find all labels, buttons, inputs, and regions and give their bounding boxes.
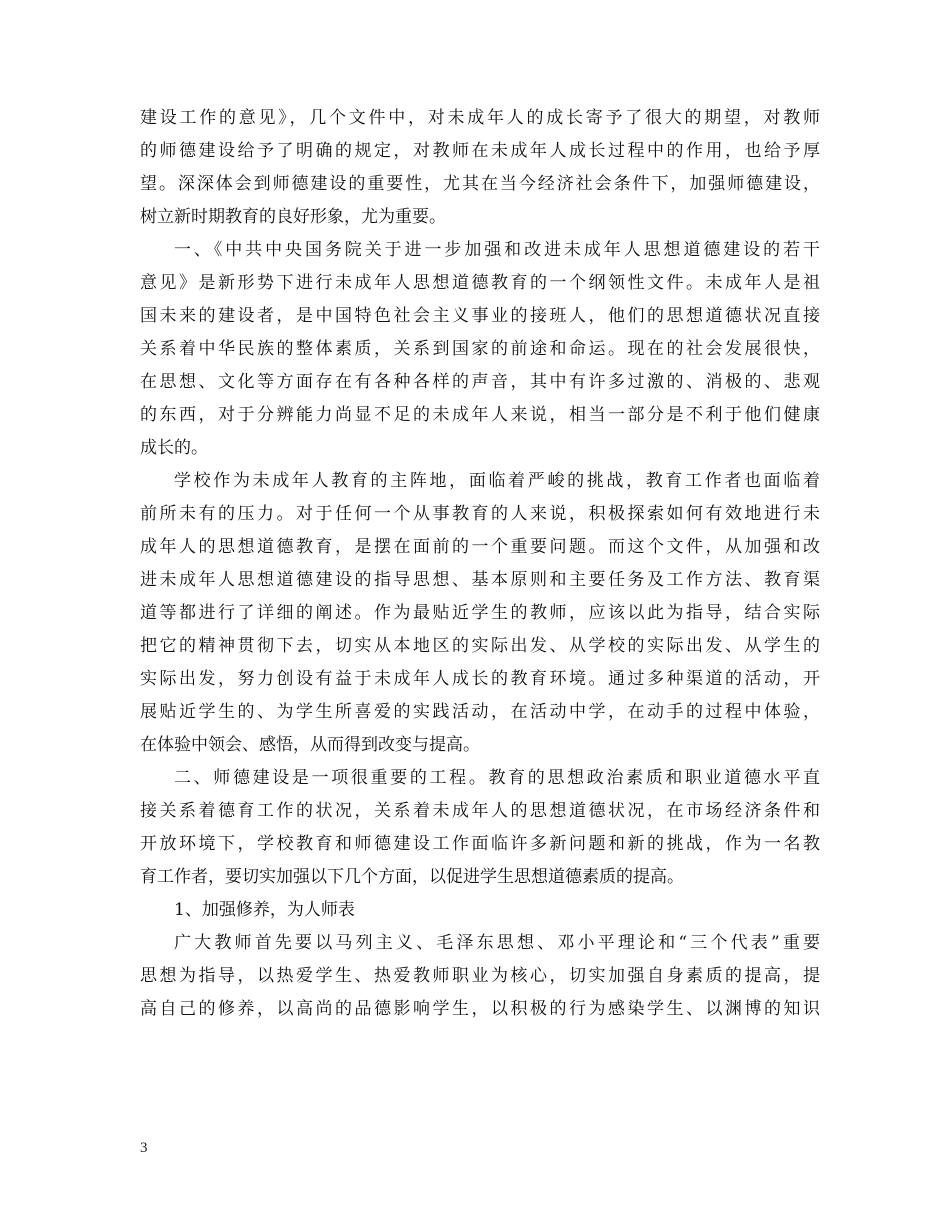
text-line: 二、师德建设是一项很重要的工程。教育的思想政治素质和职业道德水平直 (174, 768, 820, 788)
text-line: 树立新时期教育的良好形象，尤为重要。 (140, 207, 446, 227)
text-line: 的东西，对于分辨能力尚显不足的未成年人来说，相当一部分是不利于他们健康 (140, 405, 820, 425)
body-text (140, 102, 820, 1026)
text-line: 成年人的思想道德教育，是摆在面前的一个重要问题。而这个文件，从加强和改 (140, 537, 820, 557)
text-line: 在体验中领会、感悟，从而得到改变与提高。 (140, 735, 480, 755)
text-line: 望。深深体会到师德建设的重要性，尤其在当今经济社会条件下，加强师德建设， (140, 174, 820, 194)
text-line: 1、加强修养，为人师表 (174, 900, 355, 920)
text-line: 意见》是新形势下进行未成年人思想道德教育的一个纲领性文件。未成年人是祖 (140, 273, 820, 293)
text-line: 国未来的建设者，是中国特色社会主义事业的接班人，他们的思想道德状况直接 (140, 306, 820, 326)
page-number: 3 (140, 1140, 148, 1156)
text-line: 成长的。 (140, 438, 208, 458)
text-line: 在思想、文化等方面存在有各种各样的声音，其中有许多过激的、消极的、悲观 (140, 372, 820, 392)
text-line: 一、《中共中央国务院关于进一步加强和改进未成年人思想道德建设的若干 (174, 240, 820, 260)
text-line: 的师德建设给予了明确的规定，对教师在未成年人成长过程中的作用，也给予厚 (140, 141, 820, 161)
text-line: 育工作者，要切实加强以下几个方面，以促进学生思想道德素质的提高。 (140, 867, 684, 887)
text-line: 实际出发，努力创设有益于未成年人成长的教育环境。通过多种渠道的活动，开 (140, 669, 820, 689)
text-line: 广大教师首先要以马列主义、毛泽东思想、邓小平理论和“三个代表”重要 (174, 933, 820, 953)
text-line: 道等都进行了详细的阐述。作为最贴近学生的教师，应该以此为指导，结合实际 (140, 603, 820, 623)
text-line: 关系着中华民族的整体素质，关系到国家的前途和命运。现在的社会发展很快， (140, 339, 820, 359)
text-line: 展贴近学生的、为学生所喜爱的实践活动，在活动中学，在动手的过程中体验， (140, 702, 820, 722)
text-line: 进未成年人思想道德建设的指导思想、基本原则和主要任务及工作方法、教育渠 (140, 570, 820, 590)
text-line: 学校作为未成年人教育的主阵地，面临着严峻的挑战，教育工作者也面临着 (174, 471, 820, 491)
text-line: 高自己的修养，以高尚的品德影响学生，以积极的行为感染学生、以渊博的知识 (140, 999, 820, 1019)
text-line: 思想为指导，以热爱学生、热爱教师职业为核心，切实加强自身素质的提高，提 (140, 966, 820, 986)
text-line: 建设工作的意见》，几个文件中，对未成年人的成长寄予了很大的期望，对教师 (140, 108, 820, 128)
text-line: 把它的精神贯彻下去，切实从本地区的实际出发、从学校的实际出发、从学生的 (140, 636, 820, 656)
text-line: 开放环境下，学校教育和师德建设工作面临许多新问题和新的挑战，作为一名教 (140, 834, 820, 854)
text-line: 前所未有的压力。对于任何一个从事教育的人来说，积极探索如何有效地进行未 (140, 504, 820, 524)
text-line: 接关系着德育工作的状况，关系着未成年人的思想道德状况，在市场经济条件和 (140, 801, 820, 821)
